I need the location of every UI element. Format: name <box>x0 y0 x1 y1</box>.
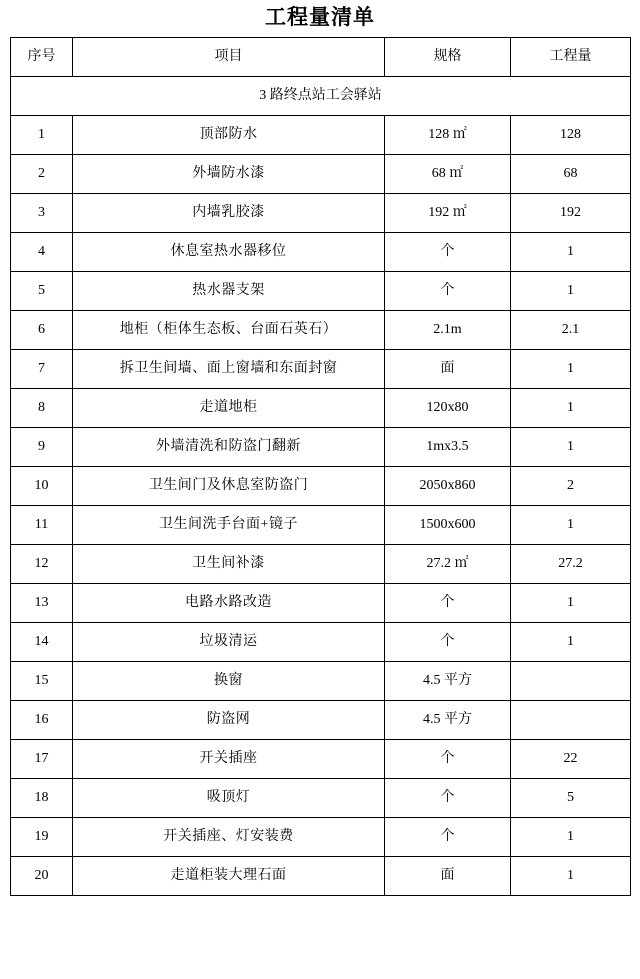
cell-no: 12 <box>11 545 73 584</box>
cell-no: 2 <box>11 155 73 194</box>
cell-qty: 1 <box>511 857 631 896</box>
cell-qty: 2.1 <box>511 311 631 350</box>
cell-qty: 1 <box>511 818 631 857</box>
cell-qty: 192 <box>511 194 631 233</box>
table-row <box>11 623 631 662</box>
section-title: 3 路终点站工会驿站 <box>11 77 631 116</box>
cell-spec: 1mx3.5 <box>385 428 511 467</box>
cell-qty: 1 <box>511 272 631 311</box>
cell-item: 拆卫生间墙、面上窗墙和东面封窗 <box>73 350 385 389</box>
table-row <box>11 857 631 896</box>
table-section-row <box>11 77 631 116</box>
cell-item: 顶部防水 <box>73 116 385 155</box>
cell-no: 1 <box>11 116 73 155</box>
column-header-spec: 规格 <box>385 38 511 77</box>
cell-spec: 4.5 平方 <box>385 662 511 701</box>
table-row <box>11 779 631 818</box>
cell-item: 走道地柜 <box>73 389 385 428</box>
cell-no: 18 <box>11 779 73 818</box>
cell-qty: 1 <box>511 350 631 389</box>
cell-item: 垃圾清运 <box>73 623 385 662</box>
table-row <box>11 350 631 389</box>
table-row <box>11 545 631 584</box>
cell-no: 15 <box>11 662 73 701</box>
cell-item: 电路水路改造 <box>73 584 385 623</box>
cell-item: 开关插座 <box>73 740 385 779</box>
table-header-row <box>11 38 631 77</box>
table-row <box>11 116 631 155</box>
cell-no: 9 <box>11 428 73 467</box>
table-row <box>11 701 631 740</box>
cell-qty: 5 <box>511 779 631 818</box>
cell-spec: 个 <box>385 623 511 662</box>
cell-item: 换窗 <box>73 662 385 701</box>
cell-spec: 27.2 ㎡ <box>385 545 511 584</box>
table-row <box>11 428 631 467</box>
cell-spec: 面 <box>385 350 511 389</box>
table-row <box>11 389 631 428</box>
cell-no: 5 <box>11 272 73 311</box>
cell-no: 14 <box>11 623 73 662</box>
cell-qty: 128 <box>511 116 631 155</box>
cell-qty: 1 <box>511 233 631 272</box>
cell-qty: 1 <box>511 389 631 428</box>
cell-item: 外墙防水漆 <box>73 155 385 194</box>
cell-no: 3 <box>11 194 73 233</box>
cell-spec: 个 <box>385 584 511 623</box>
cell-spec: 68 ㎡ <box>385 155 511 194</box>
cell-item: 卫生间洗手台面+镜子 <box>73 506 385 545</box>
cell-spec: 120x80 <box>385 389 511 428</box>
cell-item: 内墙乳胶漆 <box>73 194 385 233</box>
table-row <box>11 155 631 194</box>
table-row <box>11 233 631 272</box>
table-row <box>11 818 631 857</box>
cell-no: 7 <box>11 350 73 389</box>
cell-no: 4 <box>11 233 73 272</box>
table-row <box>11 506 631 545</box>
cell-qty: 1 <box>511 506 631 545</box>
cell-spec: 2050x860 <box>385 467 511 506</box>
cell-item: 卫生间门及休息室防盗门 <box>73 467 385 506</box>
cell-no: 8 <box>11 389 73 428</box>
cell-qty: 1 <box>511 584 631 623</box>
cell-item: 热水器支架 <box>73 272 385 311</box>
document-page <box>0 6 640 896</box>
cell-no: 16 <box>11 701 73 740</box>
cell-spec: 面 <box>385 857 511 896</box>
cell-spec: 个 <box>385 779 511 818</box>
cell-spec: 128 ㎡ <box>385 116 511 155</box>
cell-qty: 2 <box>511 467 631 506</box>
cell-no: 10 <box>11 467 73 506</box>
cell-item: 卫生间补漆 <box>73 545 385 584</box>
cell-qty: 27.2 <box>511 545 631 584</box>
cell-spec: 192 ㎡ <box>385 194 511 233</box>
table-row <box>11 194 631 233</box>
column-header-qty: 工程量 <box>511 38 631 77</box>
cell-spec: 1500x600 <box>385 506 511 545</box>
cell-item: 吸顶灯 <box>73 779 385 818</box>
cell-no: 13 <box>11 584 73 623</box>
table-row <box>11 467 631 506</box>
cell-item: 开关插座、灯安装费 <box>73 818 385 857</box>
cell-no: 6 <box>11 311 73 350</box>
cell-item: 外墙清洗和防盗门翻新 <box>73 428 385 467</box>
bill-of-quantities-table <box>10 37 631 896</box>
column-header-item: 项目 <box>73 38 385 77</box>
cell-item: 休息室热水器移位 <box>73 233 385 272</box>
cell-qty: 68 <box>511 155 631 194</box>
cell-qty: 1 <box>511 428 631 467</box>
table-row <box>11 740 631 779</box>
cell-item: 防盗网 <box>73 701 385 740</box>
cell-spec: 4.5 平方 <box>385 701 511 740</box>
table-body <box>11 38 631 896</box>
cell-qty: 1 <box>511 623 631 662</box>
column-header-no: 序号 <box>11 38 73 77</box>
cell-qty <box>511 701 631 740</box>
cell-spec: 个 <box>385 818 511 857</box>
cell-no: 11 <box>11 506 73 545</box>
table-row <box>11 311 631 350</box>
table-row <box>11 584 631 623</box>
page-title: 工程量清单 <box>265 6 375 29</box>
cell-no: 19 <box>11 818 73 857</box>
cell-spec: 个 <box>385 740 511 779</box>
cell-no: 17 <box>11 740 73 779</box>
cell-qty <box>511 662 631 701</box>
cell-item: 地柜（柜体生态板、台面石英石） <box>73 311 385 350</box>
cell-spec: 2.1m <box>385 311 511 350</box>
cell-spec: 个 <box>385 272 511 311</box>
cell-spec: 个 <box>385 233 511 272</box>
cell-no: 20 <box>11 857 73 896</box>
cell-qty: 22 <box>511 740 631 779</box>
table-row <box>11 272 631 311</box>
cell-item: 走道柜装大理石面 <box>73 857 385 896</box>
table-row <box>11 662 631 701</box>
